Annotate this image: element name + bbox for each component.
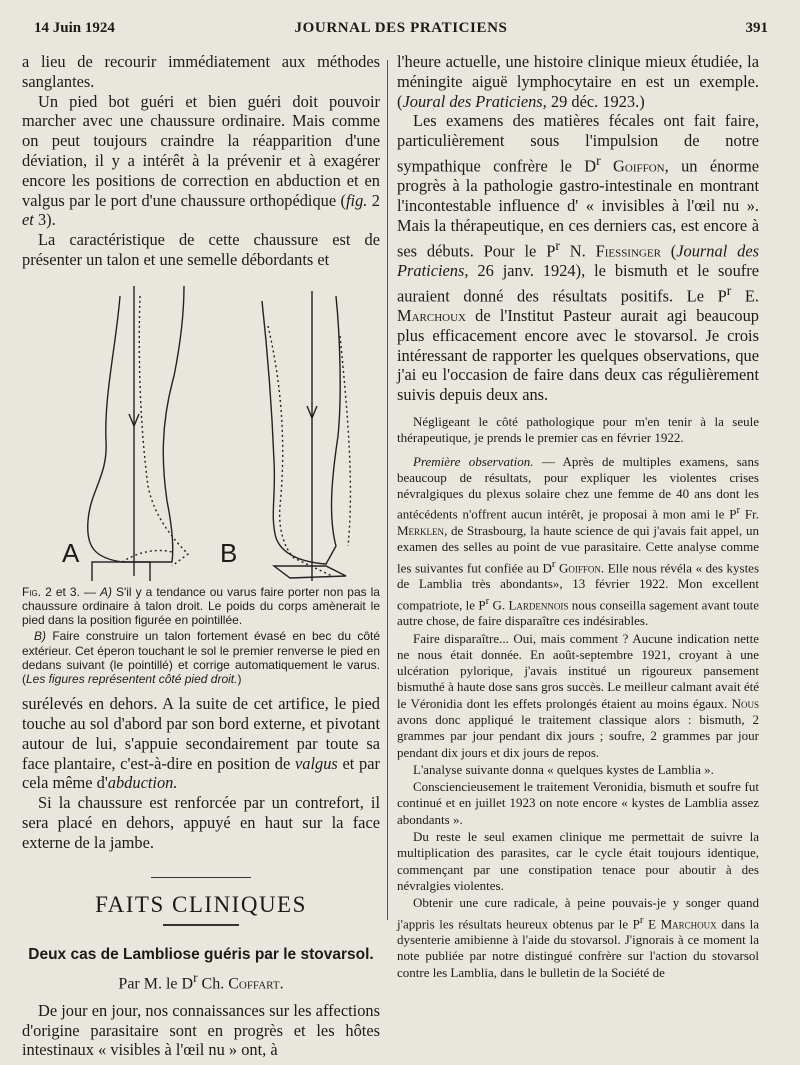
leg-a-dotted-inner [122,550,172,562]
paragraph: La caractéristique de cette chaussure est de présenter un talon et une semelle débordants et [22,230,380,269]
figure-label-a: A [62,537,80,568]
column-divider [387,60,388,920]
heel-b [274,566,346,578]
paragraph: Si la chaussure est renforcée par un contrefort, il sera placé en dehors, appuyé en haut sur la face externe de la jambe. [22,793,380,852]
shoe-figure [22,276,380,581]
observation-title: Première observation. [413,453,534,469]
section-rule [163,924,239,926]
paragraph: Du reste le seul examen clinique me permettait de suivre la multiplication des parasites, car le cycle était toujours identique, commençant par une constipation tenace pour aboutir à des névralgies violentes. [397,829,759,893]
paragraph: L'analyse suivante donna « quelques kystes de Lamblia ». [413,761,714,777]
paragraph: Négligeant le côté pathologique pour m'en tenir à la seule thérapeutique, je prends le premier cas en février 1922. [397,413,759,446]
paragraph: a lieu de recourir immédiatement aux méthodes sanglantes. [22,52,380,91]
paragraph: Un pied bot guéri et bien guéri doit pouvoir marcher avec une chaussure ordinaire. Mais comme on peut toujours craindre la réapparition d'une déviation, il y a intérêt à la prévenir et à exagérer encore les positions de correction en abduction et en valgus par le port d'une chaussure orthopédique (fig. 2 et 3). [22,91,380,230]
figure-caption [22,585,380,686]
left-column [22,52,380,1060]
paragraph: Consciencieusement le traitement Veronidia, bismuth et soufre fut continué et en juillet 1923 on note encore « kystes de Lamblia assez abondants ». [397,779,759,827]
paragraph: Première observation. — Après de multiples examens, sans beaucoup de résultats, pour expliquer les violentes crises névralgiques du plexus solaire chez une femme de 40 ans dont les antécédents n'offrent aucun intérêt, je proposai à mon ami le $P^r$ Fr. Merklen, de Strasbourg, la haute science de qui j'avais fait appel, un examen des selles au point de vue parasitaire. Cette analyse comme les suivantes fut confiée au $D^r$ Goiffon. Elle nous révéla « des kystes de Lamblia très abondants», 13 février 1922. Mon excellent compatriote, le $P^r$ G. Lardennois nous conseilla sagement avant toute autre chose, de faire disparaître ces indésirables. [397,453,760,629]
paragraph: Faire disparaître... Oui, mais comment ? Aucune indication nette ne nous était donnée. En août-septembre 1921, croyant à une ulcération pylorique, j'avais institué un rigoureux pansement bismuthé à haute dose sans gros succès. Le meilleur calmant avait été le Véronidia dont les effets prolongés étaient au moins égaux. Nous avons donc appliqué le traitement classique alors : bismuth, 2 grammes par jour pendant dix jours ; soufre, 2 grammes par jour pendant dix jours et dix jours de repos. [397,630,760,760]
section-title: FAITS CLINIQUES [95,892,307,918]
right-column [397,52,759,981]
issue-date: 14 Juin 1924 [34,20,115,36]
byline: Par M. le $D^r$ Ch. Coffart. [118,969,284,992]
paragraph: De jour en jour, nos connaissances sur les affections d'origine parasitaire sont en progrès et les hôtes intestinaux « visibles à l'œil nu » ont, à [22,1000,380,1060]
paragraph: l'heure actuelle, une histoire clinique mieux étudiée, la méningite aiguë lymphocytaire en est un exemple. (Joural des Praticiens, 29 déc. 1923.) [397,52,759,111]
page-header [34,20,768,40]
leg-b-dotted [268,326,332,576]
article-title: Deux cas de Lambliose guéris par le stovarsol. [28,945,374,963]
caption-a: Fig. 2 et 3. — A) S'il y a tendance ou varus faire porter non pas la chaussure ordinaire à talon droit. Le poids du corps amènerait le pied dans la position figurée en pointillée. [22,584,380,628]
page-number: 391 [745,20,768,36]
caption-b: B) Faire construire un talon fortement évasé en bec du côté extérieur. Cet éperon touchant le sol le premier renverse le pied en dedans suivant (le pointillé) et corrige automatiquement le varus. (Les figures représentent côté pied droit.) [22,629,380,686]
leg-b-outline [262,296,340,564]
heel-a [92,562,150,581]
paragraph: surélevés en dehors. A la suite de cet artifice, le pied touche au sol d'abord par son bord externe, et pivotant autour de lui, s'appuie secondairement par toute sa face plantaire, c'est-à-dire en position de valgus et par cela même d'abduction. [22,694,380,793]
paragraph: Obtenir une cure radicale, à peine pouvais-je y songer quand j'appris les résultats heureux obtenus par le $P^r$ E Marchoux dans la dysenterie amibienne à l'aide du stovarsol. J'ignorais à ce moment la note publiée par notre distingué confrère sur l'action du stovarsol contre les Lamblia, dans le bulletin de la Société de [397,895,760,980]
leg-a-outline [88,286,184,562]
section-rule [151,877,251,879]
figure-label-b: B [220,537,238,568]
journal-title: JOURNAL DES PRATICIENS [294,20,508,36]
paragraph: Les examens des matières fécales ont fait faire, particulièrement sous l'impulsion de notre sympathique confrère le $D^r$ Goiffon, un énorme progrès à la pathologie gastro-intestinale en montrant l'incontestable influence d' « invisibles à l'œil nu ». Mais la thérapeutique, en ces derniers cas, est encore à ses débuts. Pour le $P^r$ N. Fiessinger (Journal des Praticiens, 26 janv. 1924), le bismuth et le soufre auraient donné des résultats positifs. Le $P^r$ E. Marchoux de l'Institut Pasteur aurait agi beaucoup plus efficacement encore avec le stovarsol. Je crois intéressant de rapporter les quelques observations, que j'ai eu l'occasion de faire dans deux cas régulièrement suivis depuis deux ans. [397,111,759,405]
leg-b-dotted-outer [340,336,350,546]
shoe-illustration [22,276,380,581]
